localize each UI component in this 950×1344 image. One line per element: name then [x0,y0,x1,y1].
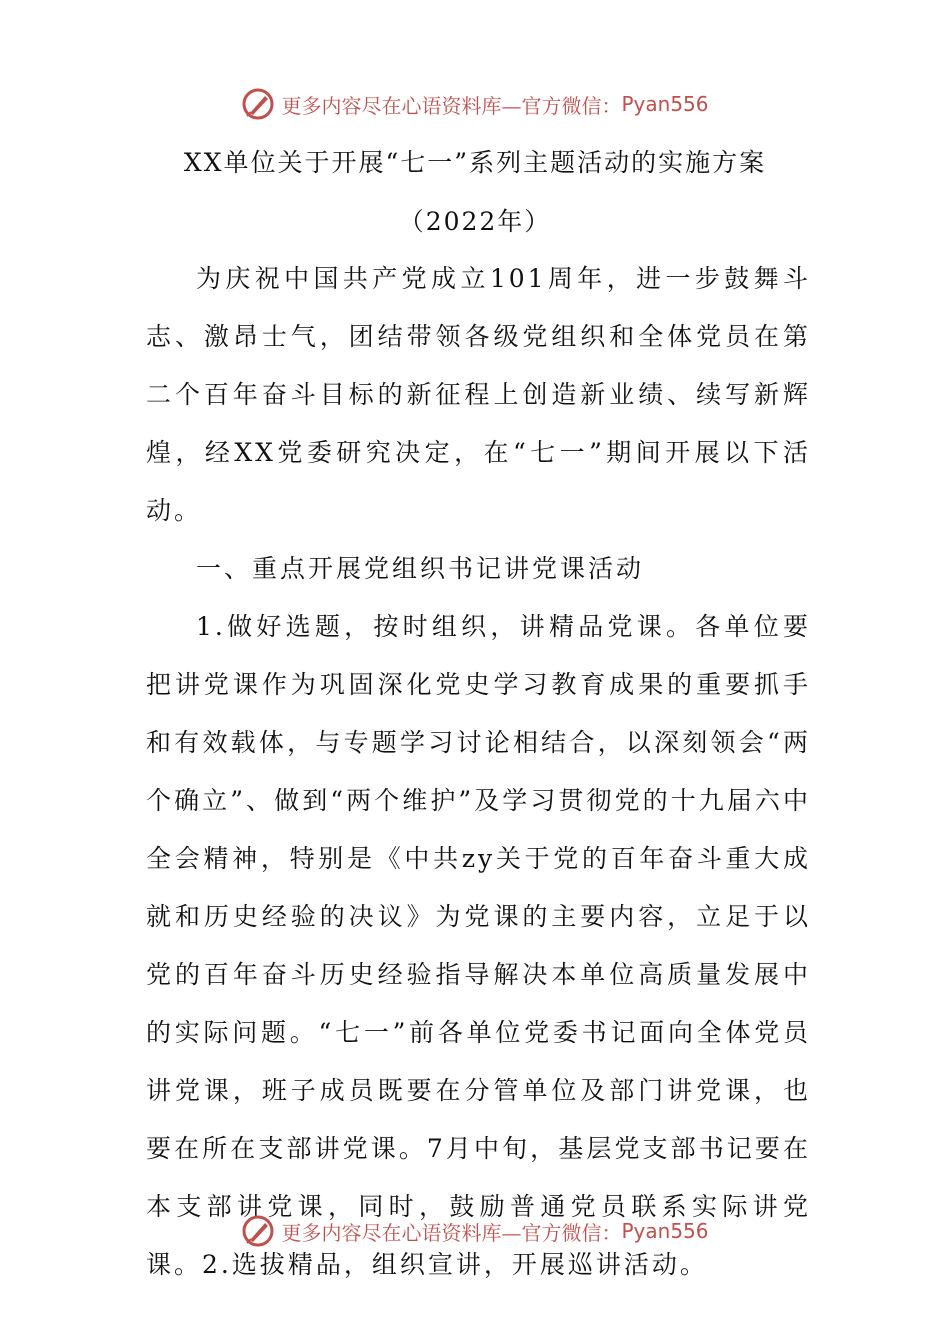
watermark-text: 更多内容尽在心语资料库—官方微信： [281,93,622,118]
paragraph-item-1: 1.做好选题，按时组织，讲精品党课。各单位要把讲党课作为巩固深化党史学习教育成果的重要抓手和有效载体，与专题学习讨论相结合，以深刻领会“两个确立”、做到“两个维护”及学习贯彻党的十九届六中全会精神，特别是《中共zy关于党的百年奋斗重大成就和历史经验的决议》为党课的主要内容，立足于以党的百年奋斗历史经验指导解决本单位高质量发展中的实际问题。“七一”前各单位党委书记面向全体党员讲党课，班子成员既要在分管单位及部门讲党课，也要在所在支部讲党课。7月中旬，基层党支部书记要在本支部讲党课，同时，鼓励普通党员联系实际讲党课。2.选拔精品，组织宣讲，开展巡讲活动。 [146,612,811,1279]
watermark-text: 更多内容尽在心语资料库—官方微信： [281,1220,622,1245]
watermark-banner-top [0,84,950,124]
pen-logo-icon [241,1214,275,1248]
watermark-banner-bottom [0,1211,950,1251]
pen-logo-icon [241,87,275,121]
document-year: （2022年） [398,207,552,236]
document-title: XX单位关于开展“七一”系列主题活动的实施方案 [183,148,767,177]
watermark-account: Pyan556 [621,1219,709,1243]
paragraph-intro: 为庆祝中国共产党成立101周年，进一步鼓舞斗志、激昂士气，团结带领各级党组织和全体党员在第二个百年奋斗目标的新征程上创造新业绩、续写新辉煌，经XX党委研究决定，在“七一”期间开展以下活动。 [146,264,811,525]
section-heading: 一、重点开展党组织书记讲党课活动 [196,554,645,583]
watermark-account: Pyan556 [621,92,709,116]
document-body [146,250,811,1294]
